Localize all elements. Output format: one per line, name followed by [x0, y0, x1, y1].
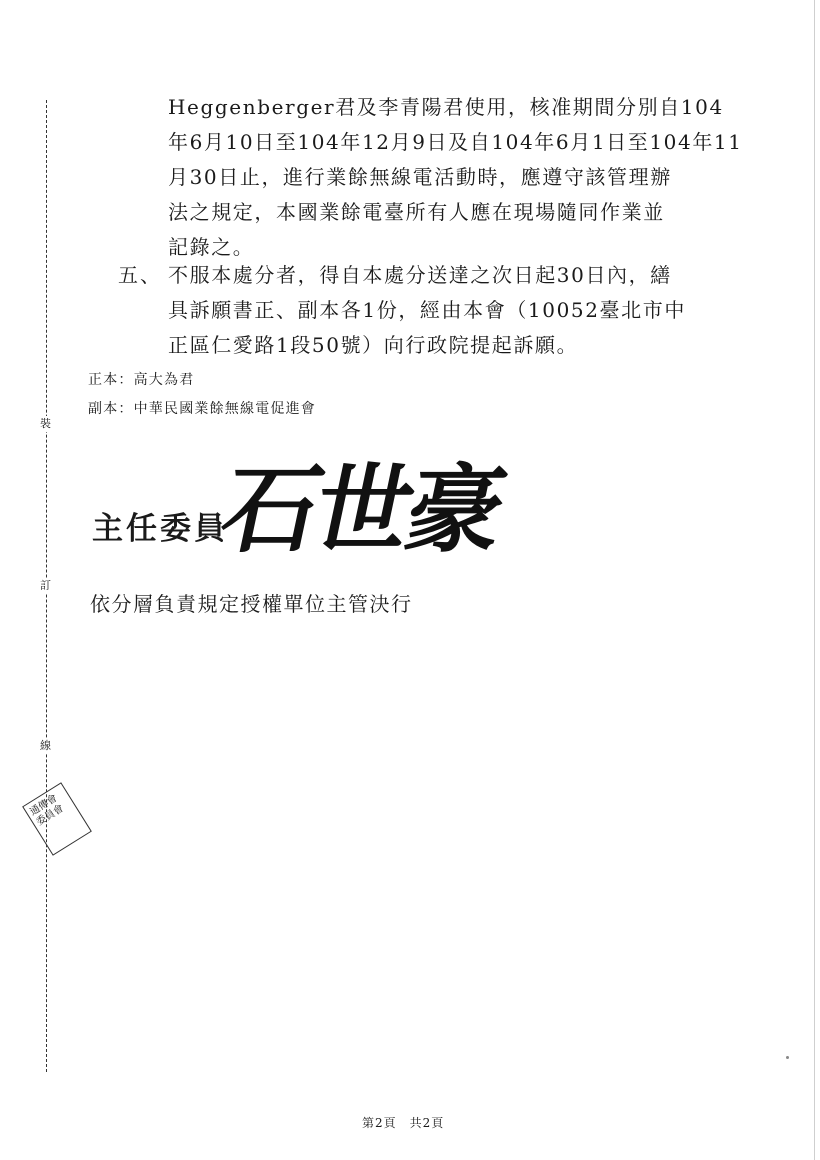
duplicate-copy-recipient: 副本：中華民國業餘無線電促進會	[88, 401, 316, 417]
binding-char-zhuang: 裝	[40, 417, 51, 430]
paragraph-line: 年6月10日至104年12月9日及自104年6月1日至104年11	[168, 130, 743, 154]
item-five-paragraph	[168, 258, 686, 363]
scan-speck	[786, 1056, 789, 1059]
page-edge	[814, 0, 815, 1160]
paragraph-line: 法之規定，本國業餘電臺所有人應在現場隨同作業並	[168, 200, 665, 224]
page-footer: 第2頁 共2頁	[362, 1116, 445, 1130]
continued-paragraph	[168, 90, 743, 265]
paragraph-line: 具訴願書正、副本各1份，經由本會（10052臺北市中	[168, 298, 686, 322]
seal-stamp: 通傳會委員會	[22, 782, 92, 856]
paragraph-line: Heggenberger君及李青陽君使用，核准期間分別自104	[168, 95, 724, 119]
original-copy-recipient: 正本：高大為君	[88, 372, 195, 388]
delegation-note: 依分層負責規定授權單位主管決行	[90, 592, 413, 616]
binding-char-ding: 訂	[40, 579, 51, 592]
paragraph-line: 正區仁愛路1段50號）向行政院提起訴願。	[168, 333, 579, 357]
item-five-number: 五、	[118, 263, 162, 287]
paragraph-line: 不服本處分者，得自本處分送達之次日起30日內，繕	[168, 263, 672, 287]
signatory-signature: 石世豪	[212, 453, 513, 566]
binding-char-xian: 線	[40, 739, 51, 752]
paragraph-line: 月30日止，進行業餘無線電活動時，應遵守該管理辦	[168, 165, 672, 189]
paragraph-line: 記錄之。	[168, 235, 255, 259]
signatory-title: 主任委員	[92, 511, 228, 547]
